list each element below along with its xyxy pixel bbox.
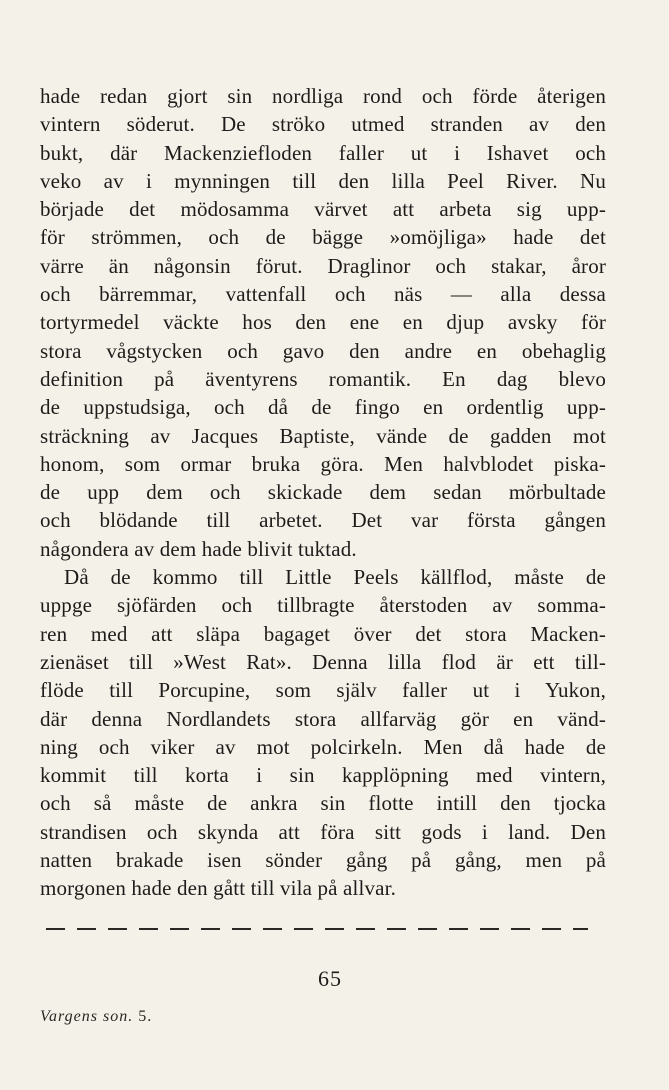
text-line: kommit till korta i sin kapplöpning med vintern, [40, 763, 606, 788]
text-line: zienäset till »West Rat». Denna lilla flod är ett till- [40, 649, 606, 674]
text-line: veko av i mynningen till den lilla Peel River. Nu [40, 168, 606, 193]
section-divider [46, 928, 588, 930]
text-line: uppge sjöfärden och tillbragte återstoden av somma- [40, 593, 606, 618]
text-line: och blödande till arbetet. Det var första gången [40, 508, 606, 533]
text-line: definition på äventyrens romantik. En dag blevo [40, 366, 606, 391]
text-line: ren med att släpa bagaget över det stora Macken- [40, 621, 606, 646]
text-line: strandisen och skynda att föra sitt gods i land. Den [40, 819, 606, 844]
text-line: och så måste de ankra sin flotte intill den tjocka [40, 791, 606, 816]
text-line: vintern söderut. De ströko utmed stranden av den [40, 112, 606, 137]
text-line: flöde till Porcupine, som själv faller ut i Yukon, [40, 678, 606, 703]
text-line: där denna Nordlandets stora allfarväg gör en vänd- [40, 706, 606, 731]
text-line: natten brakade isen sönder gång på gång, men på [40, 848, 606, 873]
text-line: började det mödosamma värvet att arbeta sig upp- [40, 197, 606, 222]
text-line: någondera av dem hade blivit tuktad. [40, 536, 357, 561]
text-line: och bärremmar, vattenfall och näs — alla dessa [40, 282, 606, 307]
text-line: bukt, där Mackenziefloden faller ut i Ishavet och [40, 140, 606, 165]
text-line: de uppstudsiga, och då de fingo en ordentlig upp- [40, 395, 606, 420]
text-line: tortyrmedel väckte hos den ene en djup avsky för [40, 310, 606, 335]
signature-title: Vargens son. [40, 1008, 134, 1025]
text-line: stora vågstycken och gavo den andre en obehaglig [40, 338, 606, 363]
text-line: hade redan gjort sin nordliga rond och förde återigen [40, 84, 606, 108]
text-line: värre än någonsin förut. Draglinor och stakar, åror [40, 253, 606, 278]
text-line: ning och viker av mot polcirkeln. Men då hade de [40, 734, 606, 759]
text-line: för strömmen, och de bägge »omöjliga» hade det [40, 225, 606, 250]
text-line: Då de kommo till Little Peels källflod, måste de [64, 565, 606, 590]
body-text [40, 82, 606, 903]
signature-number: 5. [138, 1008, 153, 1025]
text-line: honom, som ormar bruka göra. Men halvblodet piska- [40, 451, 606, 476]
text-line: morgonen hade den gått till vila på allvar. [40, 876, 396, 901]
text-line: de upp dem och skickade dem sedan mörbultade [40, 480, 606, 505]
page-number: 65 [318, 966, 342, 991]
signature-mark [40, 1008, 152, 1026]
text-line: sträckning av Jacques Baptiste, vände de gadden mot [40, 423, 606, 448]
